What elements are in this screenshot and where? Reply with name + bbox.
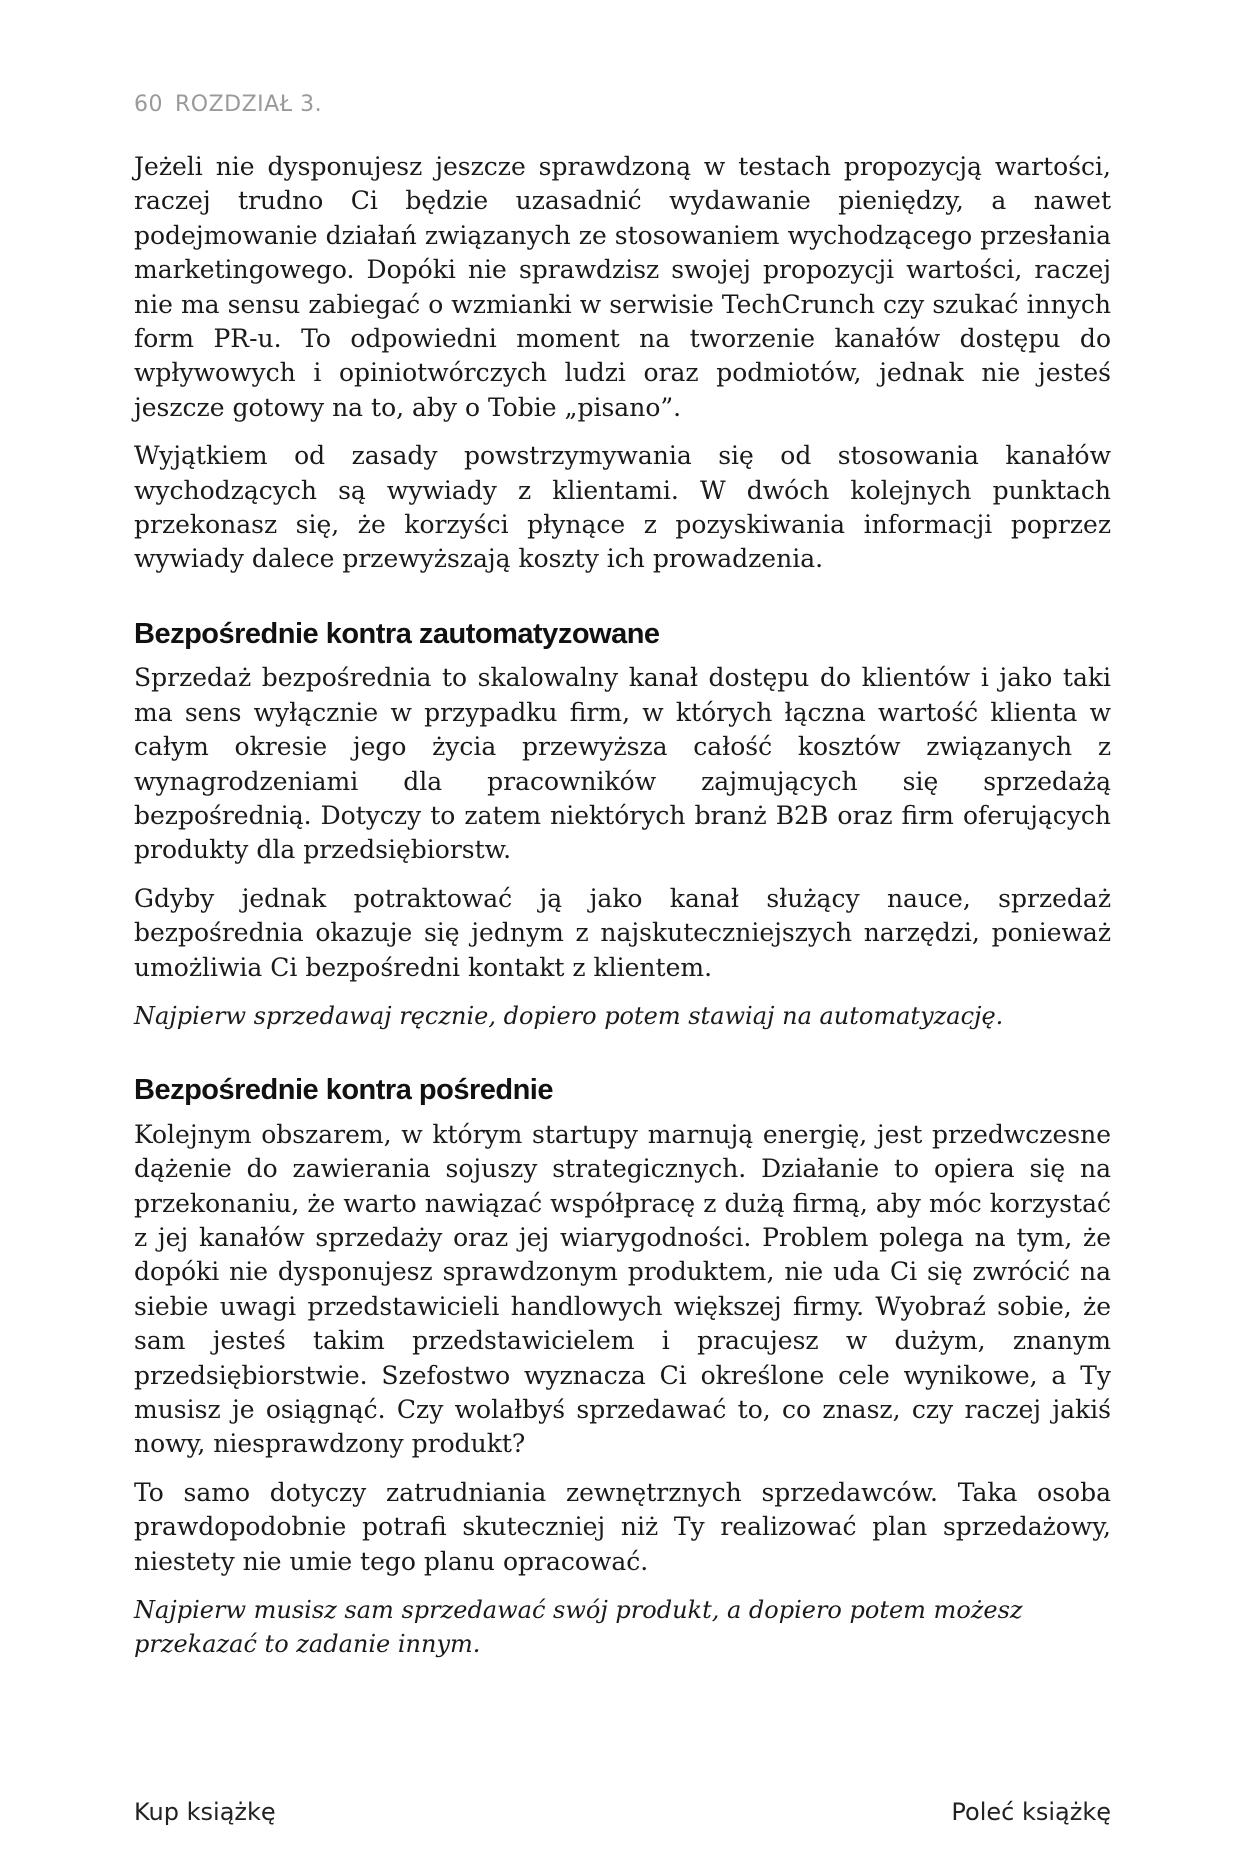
paragraph: To samo dotyczy zatrudniania zewnętrznych sprzedawców. Taka osoba prawdopodobnie potrafi skuteczniej niż Ty realizować plan sprzedażowy, niestety nie umie tego planu opracować. — [134, 1477, 1111, 1576]
page-content — [134, 150, 1111, 1676]
running-head — [134, 92, 322, 117]
paragraph: Kolejnym obszarem, w którym startupy marnują energię, jest przedwczesne dążenie do zawierania sojuszy strategicznych. Działanie to opiera się na przekonaniu, że warto nawiązać współpracę z dużą firmą, aby móc korzystać z jej kanałów sprzedaży oraz jej wiarygodności. Problem polega na tym, że dopóki nie dysponujesz sprawdzonym produktem, nie uda Ci się zwrócić na siebie uwagi przedstawicieli handlowych większej firmy. Wyobraź sobie, że sam jesteś takim przedstawicielem i pracujesz w dużym, znanym przedsiębiorstwie. Szefostwo wyznacza Ci określone cele wynikowe, a Ty musisz je osiągnąć. Czy wolałbyś sprzedawać to, co znasz, czy raczej jakiś nowy, niesprawdzony produkt? — [134, 1119, 1111, 1459]
paragraph: Sprzedaż bezpośrednia to skalowalny kanał dostępu do klientów i jako taki ma sens wyłącznie w przypadku firm, w których łączna wartość klienta w całym okresie jego życia przewyższa całość kosztów związanych z wynagrodzeniami dla pracowników zajmujących się sprzedażą bezpośrednią. Dotyczy to zatem niektórych branż B2B oraz firm oferujących produkty dla przedsiębiorstw. — [134, 663, 1111, 865]
page-number: 60 — [134, 92, 163, 117]
section-heading: Bezpośrednie kontra zautomatyzowane — [134, 617, 660, 650]
italic-maxim: Najpierw sprzedawaj ręcznie, dopiero potem stawiaj na automatyzację. — [134, 1001, 1004, 1030]
recommend-book-link[interactable]: Poleć książkę — [951, 1798, 1111, 1826]
paragraph: Gdyby jednak potraktować ją jako kanał służący nauce, sprzedaż bezpośrednia okazuje się jednym z najskuteczniejszych narzędzi, ponieważ umożliwia Ci bezpośredni kontakt z klientem. — [134, 883, 1111, 982]
chapter-label: ROZDZIAŁ 3. — [175, 92, 323, 117]
paragraph: Jeżeli nie dysponujesz jeszcze sprawdzoną w testach propozycją wartości, raczej trudno Ci będzie uzasadnić wydawanie pieniędzy, a nawet podejmowanie działań związanych ze stosowaniem wychodzącego przesłania marketingowego. Dopóki nie sprawdzisz swojej propozycji wartości, raczej nie ma sensu zabiegać o wzmianki w serwisie TechCrunch czy szukać innych form PR-u. To odpowiedni moment na tworzenie kanałów dostępu do wpływowych i opiniotwórczych ludzi oraz podmiotów, jednak nie jesteś jeszcze gotowy na to, aby o Tobie „pisano”. — [134, 152, 1111, 422]
buy-book-link[interactable]: Kup książkę — [134, 1798, 276, 1826]
paragraph: Wyjątkiem od zasady powstrzymywania się od stosowania kanałów wychodzących są wywiady z klientami. W dwóch kolejnych punktach przekonasz się, że korzyści płynące z pozyskiwania informacji poprzez wywiady dalece przewyższają koszty ich prowadzenia. — [134, 441, 1111, 574]
section-heading: Bezpośrednie kontra pośrednie — [134, 1074, 553, 1107]
italic-maxim: Najpierw musisz sam sprzedawać swój produkt, a dopiero potem możesz przekazać to zadanie innym. — [134, 1596, 1023, 1659]
